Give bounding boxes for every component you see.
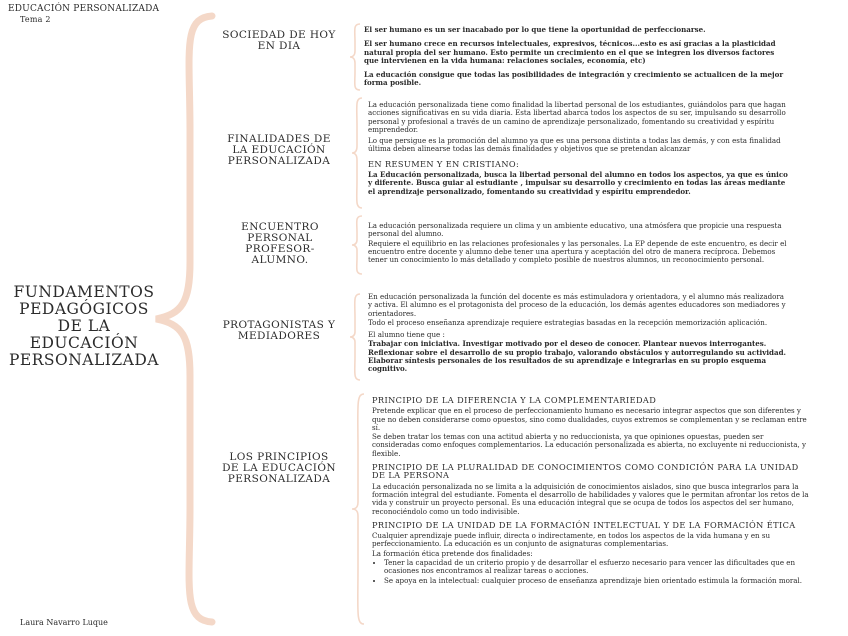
- formacion-etica-list: [372, 559, 812, 585]
- protagonistas-content: [368, 293, 788, 374]
- paragraph: La educación consigue que todas las posibilidades de integración y crecimiento se actualicen de la mejor forma posible.: [364, 70, 784, 88]
- paragraph: En educación personalizada la función del docente es más estimuladora y orientadora, y el alumno más realizadora y activa. El alumno es el protagonista del proceso de la educación, los demás agentes educadores son mediadores y orientadores.: [368, 292, 786, 318]
- list-item: • Se apoya en la intelectual: cualquier proceso de enseñanza aprendizaje bien orientado estimula la formación moral.: [384, 577, 812, 585]
- paragraph: La educación personalizada requiere un clima y un ambiente educativo, una atmósfera que propicie una respuesta personal del alumno.: [368, 221, 782, 239]
- summary-text: La Educación personalizada, busca la libertad personal del alumno en todos los aspectos, ya que es único y diferente. Busca guiar al estudiante , impulsar su desarrollo y crecimiento en todas las áreas mediante el aprendizaje personalizado, fomentando su creatividad y espíritu emprendedor.: [368, 170, 788, 196]
- finalidades-content: [368, 101, 788, 199]
- list-item: Elaborar síntesis personales de los resultados de su aprendizaje e integrarlas en su propio esquema cognitivo.: [368, 356, 767, 374]
- list-item: • Tener la capacidad de un criterio propio y de desarrollar el esfuerzo necesario para vencer las dificultades que en ocasiones nos encontramos al realizar tareas o acciones.: [384, 559, 812, 576]
- encuentro-content: [368, 222, 788, 267]
- section-title-principios: LOS PRINCIPIOS DE LA EDUCACIÓN PERSONALIZADA: [222, 451, 336, 485]
- section-title-finalidades: FINALIDADES DE LA EDUCACIÓN PERSONALIZADA: [227, 133, 331, 167]
- summary-heading: EN RESUMEN Y EN CRISTIANO:: [368, 158, 520, 169]
- paragraph: Cualquier aprendizaje puede influir, directa o indirectamente, en todos los aspectos de la vida humana y en su perfeccionamiento. La educación es un conjunto de asignaturas complementarias.: [372, 531, 771, 549]
- paragraph: Requiere el equilibrio en las relaciones profesionales y las personales. La EP depende de este encuentro, es decir el encuentro entre docente y alumno debe tener una apertura y aceptación del otro de manera recíproca. Debemos tener un conocimiento lo más detallado y completo posible de nuestros alumnos, un reconocimiento personal.: [368, 238, 787, 265]
- document-title: EDUCACIÓN PERSONALIZADA: [8, 4, 160, 14]
- section-title-encuentro: ENCUENTRO PERSONAL PROFESOR-ALUMNO.: [241, 221, 319, 266]
- document-subtitle: Tema 2: [20, 15, 51, 24]
- principle-heading: PRINCIPIO DE LA DIFERENCIA Y LA COMPLEMENTARIEDAD: [372, 395, 657, 405]
- paragraph: Se deben tratar los temas con una actitud abierta y no reduccionista, ya que opiniones opuestas, pueden ser consideradas como enfoques complementarios. La educación personalizada es abierta, no excluyente ni reduccionista, y flexible.: [372, 432, 806, 458]
- bracket-principios-icon: [350, 392, 366, 626]
- main-brace-icon: [150, 12, 220, 626]
- main-title: FUNDAMENTOS PEDAGÓGICOS DE LA EDUCACIÓN PERSONALIZADA: [9, 283, 159, 369]
- paragraph: La formación ética pretende dos finalidades:: [372, 548, 533, 558]
- principios-content: [372, 396, 812, 586]
- paragraph: El alumno tiene que :: [368, 330, 445, 340]
- list-item: Reflexionar sobre el desarrollo de su propio trabajo, valorando obstáculos y autorregulando su actividad.: [368, 347, 786, 357]
- bracket-encuentro-icon: [350, 214, 364, 276]
- bracket-protagonistas-icon: [348, 292, 362, 382]
- bracket-finalidades-icon: [350, 96, 364, 210]
- section-title-protagonistas: PROTAGONISTAS Y MEDIADORES: [222, 319, 336, 342]
- list-item: Trabajar con iniciativa. Investigar motivado por el deseo de conocer. Plantear nuevos interrogantes.: [368, 339, 767, 349]
- bracket-sociedad-icon: [348, 22, 362, 92]
- paragraph: Lo que persigue es la promoción del alumno ya que es una persona distinta a todas las demás, y con esta finalidad última deben alinearse todas las demás finalidades y objetivos que se pretendan alcanzar: [368, 136, 781, 154]
- paragraph: La educación personalizada tiene como finalidad la libertad personal de los estudiantes, guiándolos para que hagan acciones significativas en su vida diaria. Esta libertad abarca todos los aspectos de su ser, impulsando su desarrollo personal y profesional a través de un camino de aprendizaje personalizado, fomentando su creatividad y espíritu emprendedor.: [368, 100, 786, 134]
- author-name: Laura Navarro Luque: [20, 618, 108, 627]
- section-title-sociedad: SOCIEDAD DE HOY EN DIA: [222, 29, 336, 52]
- sociedad-content: [364, 26, 788, 91]
- paragraph: Todo el proceso enseñanza aprendizaje requiere estrategias basadas en la recepción memorización aplicación.: [368, 317, 768, 327]
- alumno-list: [368, 340, 788, 373]
- principle-heading: PRINCIPIO DE LA UNIDAD DE LA FORMACIÓN INTELECTUAL Y DE LA FORMACIÓN ÉTICA: [372, 519, 796, 530]
- document-header: [8, 4, 159, 24]
- principle-heading: PRINCIPIO DE LA PLURALIDAD DE CONOCIMIENTOS COMO CONDICIÓN PARA LA UNIDAD DE LA PERSONA: [372, 462, 799, 481]
- paragraph: El ser humano es un ser inacabado por lo que tiene la oportunidad de perfeccionarse.: [364, 25, 706, 34]
- paragraph: La educación personalizada no se limita a la adquisición de conocimientos aislados, sino que busca integrarlos para la formación integral del estudiante. Fomenta el desarrollo de habilidades y valores que le permitan afrontar los retos de la vida y construir un proyecto personal. Es una educación integral que se ocupa de todos los aspectos del ser humano, reconociéndolo como un todo indivisible.: [372, 481, 809, 516]
- paragraph: El ser humano crece en recursos intelectuales, expresivos, técnicos...esto es así gracias a la plasticidad natural propia del ser humano. Esto permite un crecimiento en el que se integren los diversos factores que intervienen en la vida humana: relaciones sociales, economía, etc): [364, 39, 776, 65]
- paragraph: Pretende explicar que en el proceso de perfeccionamiento humano es necesario integrar aspectos que son diferentes y que no deben considerarse como opuestos, sino como dualidades, cuyos extremos se complementan y se reclaman entre sí.: [372, 406, 807, 432]
